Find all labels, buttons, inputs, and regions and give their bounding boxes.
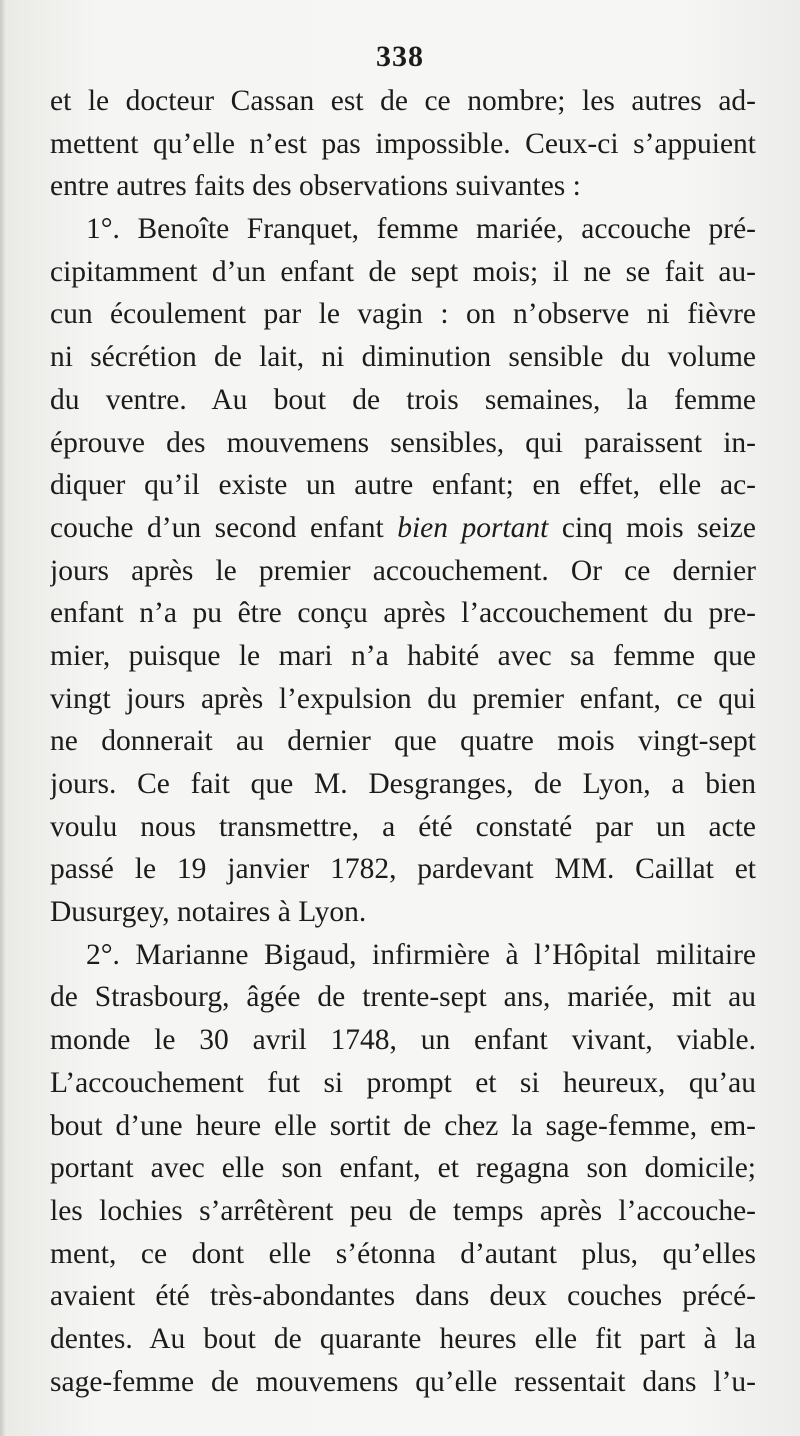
- text-line: monde le 30 avril 1748, un enfant vivant, viable.: [50, 1024, 756, 1057]
- page-number: 338: [376, 40, 424, 73]
- page-edge-shadow: [0, 0, 6, 1436]
- text-line: mettent qu’elle n’est pas impossible. Ceux-ci s’appuient: [50, 127, 756, 160]
- text-line: 2°. Marianne Bigaud, infirmière à l’Hôpital militaire: [86, 938, 756, 971]
- text-line: portant avec elle son enfant, et regagna son domicile;: [50, 1152, 756, 1185]
- text-line: cipitamment d’un enfant de sept mois; il ne se fait au-: [50, 255, 756, 288]
- text-line: bout d’une heure elle sortit de chez la sage-femme, em-: [50, 1109, 756, 1142]
- text-line: avaient été très-abondantes dans deux couches précé-: [50, 1280, 756, 1313]
- text-line: ne donnerait au dernier que quatre mois vingt-sept: [50, 725, 756, 758]
- text-line: les lochies s’arrêtèrent peu de temps après l’accouche-: [50, 1194, 756, 1227]
- text-line: 1°. Benoîte Franquet, femme mariée, accouche pré-: [86, 213, 756, 246]
- text-segment: cinq mois seize: [548, 511, 756, 544]
- text-line: entre autres faits des observations suivantes :: [50, 170, 581, 203]
- text-line: jours après le premier accouchement. Or ce dernier: [50, 554, 756, 587]
- text-line: passé le 19 janvier 1782, pardevant MM. Caillat et: [50, 853, 756, 886]
- text-line: mier, puisque le mari n’a habité avec sa femme que: [50, 639, 756, 672]
- body-text: [50, 80, 756, 1403]
- text-line: jours. Ce fait que M. Desgranges, de Lyon, a bien: [50, 768, 756, 800]
- text-line: ni sécrétion de lait, ni diminution sensible du volume: [50, 341, 756, 374]
- text-line: Dusurgey, notaires à Lyon.: [50, 896, 367, 929]
- text-line: ment, ce dont elle s’étonna d’autant plus, qu’elles: [50, 1237, 756, 1270]
- text-line: éprouve des mouvemens sensibles, qui paraissent in-: [50, 426, 756, 459]
- text-line: dentes. Au bout de quarante heures elle fit part à la: [50, 1322, 756, 1355]
- text-line: vingt jours après l’expulsion du premier enfant, ce qui: [50, 682, 756, 715]
- text-line: de Strasbourg, âgée de trente-sept ans, mariée, mit au: [50, 981, 756, 1014]
- text-line: enfant n’a pu être conçu après l’accouchement du pre-: [50, 597, 756, 630]
- text-line: sage-femme de mouvemens qu’elle ressentait dans l’u-: [50, 1365, 756, 1398]
- text-line: et le docteur Cassan est de ce nombre; les autres ad-: [50, 85, 756, 117]
- text-line: diquer qu’il existe un autre enfant; en effet, elle ac-: [50, 469, 756, 502]
- text-line: cun écoulement par le vagin : on n’observe ni fièvre: [50, 298, 756, 331]
- italic-phrase: bien portant: [397, 511, 549, 544]
- text-line: du ventre. Au bout de trois semaines, la femme: [50, 383, 756, 416]
- text-line: L’accouchement fut si prompt et si heureux, qu’au: [50, 1066, 756, 1099]
- text-line: [50, 507, 756, 550]
- text-line: voulu nous transmettre, a été constaté par un acte: [50, 810, 756, 843]
- text-segment: couche d’un second enfant: [50, 511, 398, 544]
